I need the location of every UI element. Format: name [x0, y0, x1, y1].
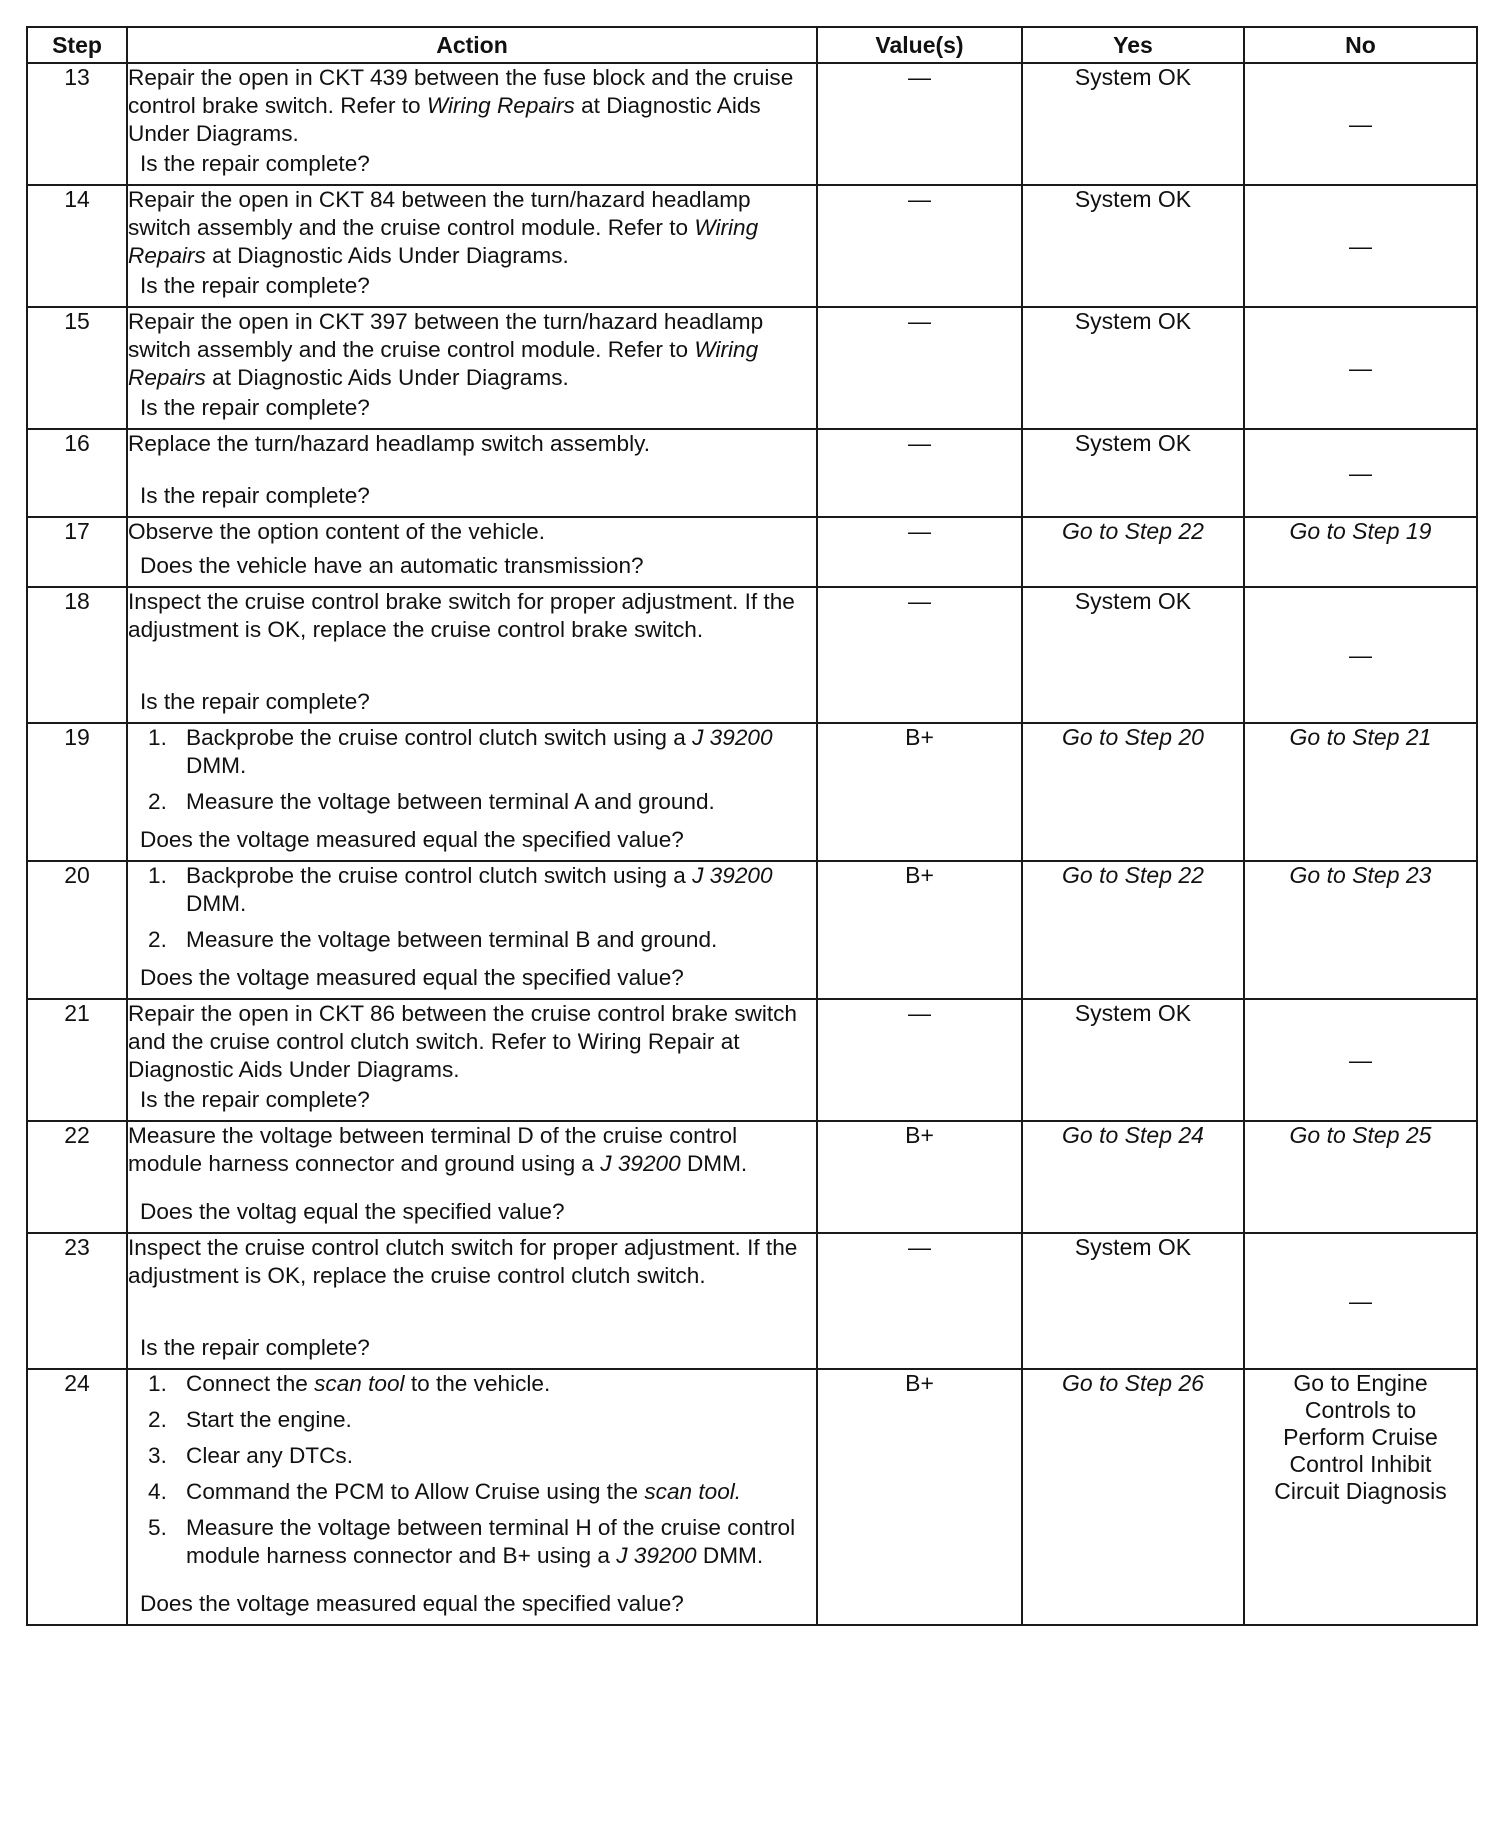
no-result-line: Perform Cruise: [1283, 1424, 1438, 1450]
step-number: 16: [27, 429, 127, 517]
action-step-text: Command the PCM to Allow Cruise using the: [186, 1479, 645, 1504]
step-number: 20: [27, 861, 127, 999]
action-reference: Wiring Repairs: [128, 337, 759, 390]
action-step-number: 2.: [148, 927, 167, 952]
value-cell: B+: [817, 1369, 1022, 1625]
action-text-part: DMM.: [680, 1151, 748, 1176]
table-row: [27, 1369, 1477, 1625]
no-result: —: [1244, 999, 1477, 1121]
action-step-text: Clear any DTCs.: [186, 1443, 353, 1468]
action-cell: [127, 1121, 817, 1233]
table-row: [27, 429, 1477, 517]
action-step: [128, 862, 816, 918]
step-number: 22: [27, 1121, 127, 1233]
value-cell: B+: [817, 1121, 1022, 1233]
no-result: Go to Step 19: [1244, 517, 1477, 587]
action-step-reference: scan tool: [314, 1371, 405, 1396]
action-cell: [127, 1369, 817, 1625]
action-step-text: DMM.: [186, 753, 247, 778]
header-values: Value(s): [817, 27, 1022, 63]
header-no: No: [1244, 27, 1477, 63]
action-step: [128, 724, 816, 780]
action-question: Is the repair complete?: [140, 395, 370, 420]
action-step-text: Backprobe the cruise control clutch switch using a: [186, 725, 693, 750]
action-step-number: 4.: [148, 1479, 167, 1504]
value-cell: —: [817, 185, 1022, 307]
yes-result: Go to Step 22: [1022, 861, 1244, 999]
action-step: [128, 926, 816, 954]
action-text: Observe the option content of the vehicle.: [128, 519, 545, 544]
table-row: [27, 587, 1477, 723]
table-row: [27, 723, 1477, 861]
action-step-text: Start the engine.: [186, 1407, 352, 1432]
table-row: [27, 307, 1477, 429]
action-step-number: 3.: [148, 1443, 167, 1468]
yes-result: Go to Step 20: [1022, 723, 1244, 861]
step-number: 18: [27, 587, 127, 723]
no-result-line: Controls to: [1304, 1397, 1417, 1423]
no-result: —: [1244, 307, 1477, 429]
yes-result: System OK: [1022, 999, 1244, 1121]
action-question: Does the voltage measured equal the specified value?: [140, 965, 684, 990]
header-row: [27, 27, 1477, 63]
action-step: [128, 1406, 816, 1434]
value-cell: —: [817, 587, 1022, 723]
action-question: Does the voltag equal the specified value?: [140, 1199, 565, 1224]
value-cell: —: [817, 1233, 1022, 1369]
step-number: 15: [27, 307, 127, 429]
action-cell: [127, 723, 817, 861]
action-step-number: 1.: [148, 725, 167, 750]
action-cell: [127, 63, 817, 185]
action-text: [128, 64, 816, 148]
action-text: [128, 186, 816, 270]
action-text-part: at Diagnostic Aids Under Diagrams.: [205, 365, 569, 390]
no-result: —: [1244, 63, 1477, 185]
table-row: [27, 63, 1477, 185]
value-cell: —: [817, 429, 1022, 517]
yes-result: System OK: [1022, 63, 1244, 185]
action-step-text: Measure the voltage between terminal A and ground.: [186, 789, 715, 814]
yes-result: Go to Step 22: [1022, 517, 1244, 587]
value-cell: B+: [817, 861, 1022, 999]
action-text-part: at Diagnostic Aids Under Diagrams.: [128, 93, 761, 146]
action-step-text: DMM.: [696, 1543, 764, 1568]
no-result: —: [1244, 1233, 1477, 1369]
action-text: Replace the turn/hazard headlamp switch assembly.: [128, 431, 651, 456]
action-text: Inspect the cruise control clutch switch for proper adjustment. If the adjustment is OK, replace the cruise control clutch switch.: [128, 1235, 798, 1288]
no-result: Go to Step 25: [1244, 1121, 1477, 1233]
action-step-number: 1.: [148, 863, 167, 888]
diagnostic-table: [26, 26, 1478, 1626]
action-cell: [127, 587, 817, 723]
action-cell: [127, 185, 817, 307]
action-text-part: Repair the open in CKT 86 between the cruise control brake switch and the cruise control clutch switch. Refer to Wiring Repair at Diagnostic Aids Under Diagrams.: [128, 1001, 797, 1082]
table-row: [27, 861, 1477, 999]
action-step-text: to the vehicle.: [404, 1371, 551, 1396]
value-cell: —: [817, 307, 1022, 429]
no-result-line: Circuit Diagnosis: [1274, 1478, 1447, 1504]
step-number: 23: [27, 1233, 127, 1369]
action-text-part: Measure the voltage between terminal D of the cruise control module harness connector and ground using a: [128, 1123, 738, 1176]
action-step-reference: J 39200: [692, 725, 773, 750]
action-cell: [127, 307, 817, 429]
action-step-reference: J 39200: [616, 1543, 697, 1568]
action-question: Is the repair complete?: [140, 273, 370, 298]
action-text-part: Repair the open in CKT 439 between the fuse block and the cruise control brake switch. Refer to: [128, 65, 794, 118]
action-step-reference: J 39200: [692, 863, 773, 888]
step-number: 17: [27, 517, 127, 587]
action-cell: [127, 517, 817, 587]
action-text: Inspect the cruise control brake switch for proper adjustment. If the adjustment is OK, replace the cruise control brake switch.: [128, 589, 795, 642]
table-row: [27, 1121, 1477, 1233]
table-body: [27, 63, 1477, 1625]
no-result: [1244, 1369, 1477, 1625]
action-step-number: 2.: [148, 789, 167, 814]
action-question: Does the vehicle have an automatic transmission?: [140, 553, 644, 578]
action-reference: Wiring Repairs: [128, 215, 759, 268]
action-question: Is the repair complete?: [140, 151, 370, 176]
action-text-part: Repair the open in CKT 397 between the turn/hazard headlamp switch assembly and the cruise control module. Refer to: [128, 309, 764, 362]
table-row: [27, 999, 1477, 1121]
action-step: [128, 1370, 816, 1398]
action-text: [128, 1000, 816, 1084]
value-cell: —: [817, 63, 1022, 185]
action-reference: J 39200: [600, 1151, 681, 1176]
value-cell: —: [817, 999, 1022, 1121]
yes-result: System OK: [1022, 307, 1244, 429]
table-row: [27, 517, 1477, 587]
yes-result: System OK: [1022, 587, 1244, 723]
action-step: [128, 1514, 816, 1570]
action-step-reference: scan tool.: [644, 1479, 742, 1504]
yes-result: System OK: [1022, 185, 1244, 307]
action-cell: [127, 999, 817, 1121]
action-step-text: Connect the: [186, 1371, 315, 1396]
no-result-line: Control Inhibit: [1289, 1451, 1432, 1477]
action-cell: [127, 1233, 817, 1369]
action-step: [128, 1478, 816, 1506]
no-result-line: Go to Engine: [1293, 1370, 1428, 1396]
action-question: Does the voltage measured equal the specified value?: [140, 827, 684, 852]
step-number: 14: [27, 185, 127, 307]
action-step-number: 5.: [148, 1515, 167, 1540]
action-steps-list: [128, 724, 816, 816]
action-question: Is the repair complete?: [140, 689, 370, 714]
header-yes: Yes: [1022, 27, 1244, 63]
value-cell: B+: [817, 723, 1022, 861]
action-question: Is the repair complete?: [140, 483, 370, 508]
action-step-text: Backprobe the cruise control clutch switch using a: [186, 863, 693, 888]
action-step-number: 1.: [148, 1371, 167, 1396]
table-row: [27, 185, 1477, 307]
yes-result: Go to Step 24: [1022, 1121, 1244, 1233]
table-row: [27, 1233, 1477, 1369]
action-cell: [127, 861, 817, 999]
yes-result: Go to Step 26: [1022, 1369, 1244, 1625]
action-text: [128, 1122, 816, 1178]
action-text-part: Repair the open in CKT 84 between the turn/hazard headlamp switch assembly and the cruise control module. Refer to: [128, 187, 751, 240]
action-reference: Wiring Repairs: [426, 93, 575, 118]
no-result: —: [1244, 429, 1477, 517]
action-step: [128, 1442, 816, 1470]
action-step-text: Measure the voltage between terminal H of the cruise control module harness connector and B+ using a: [186, 1515, 796, 1568]
action-text: [128, 308, 816, 392]
no-result: —: [1244, 587, 1477, 723]
header-step: Step: [27, 27, 127, 63]
action-cell: [127, 429, 817, 517]
action-step-text: DMM.: [186, 891, 247, 916]
diagnostic-table-sheet: [26, 26, 1476, 1626]
yes-result: System OK: [1022, 429, 1244, 517]
action-step-number: 2.: [148, 1407, 167, 1432]
action-question: Is the repair complete?: [140, 1087, 370, 1112]
action-step: [128, 788, 816, 816]
step-number: 19: [27, 723, 127, 861]
action-question: Does the voltage measured equal the specified value?: [140, 1591, 684, 1616]
header-action: Action: [127, 27, 817, 63]
no-result: —: [1244, 185, 1477, 307]
yes-result: System OK: [1022, 1233, 1244, 1369]
no-result: Go to Step 23: [1244, 861, 1477, 999]
action-step-text: Measure the voltage between terminal B and ground.: [186, 927, 718, 952]
value-cell: —: [817, 517, 1022, 587]
action-steps-list: [128, 862, 816, 954]
no-result: Go to Step 21: [1244, 723, 1477, 861]
step-number: 24: [27, 1369, 127, 1625]
step-number: 21: [27, 999, 127, 1121]
action-text-part: at Diagnostic Aids Under Diagrams.: [205, 243, 569, 268]
action-question: Is the repair complete?: [140, 1335, 370, 1360]
action-steps-list: [128, 1370, 816, 1570]
step-number: 13: [27, 63, 127, 185]
